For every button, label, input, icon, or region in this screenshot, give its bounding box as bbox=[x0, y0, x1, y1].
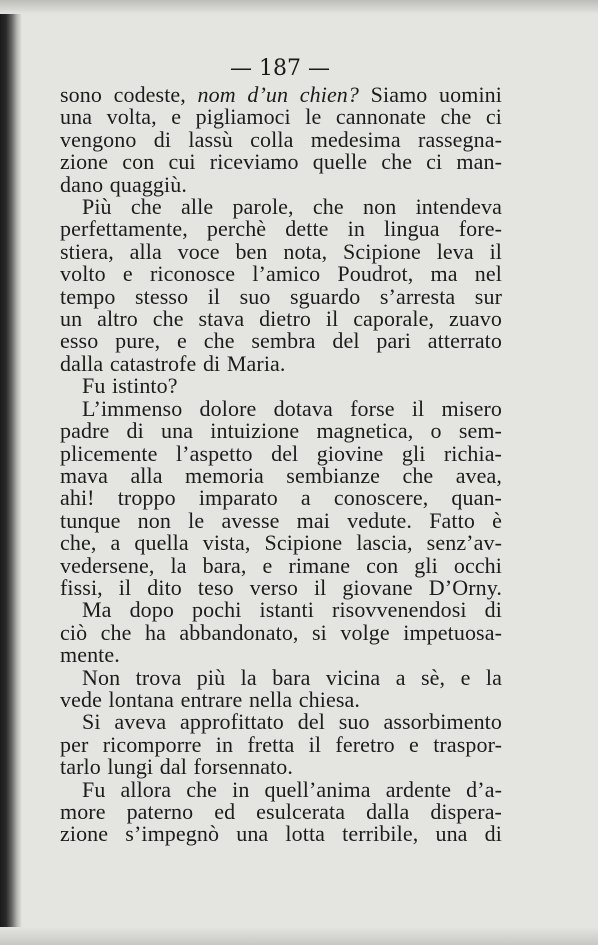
text-line: Fu istinto? bbox=[82, 373, 178, 399]
text-line: Non trova più la bara vicina a sè, e la bbox=[82, 664, 502, 690]
text-line: more paterno ed esulcerata dalla dispera- bbox=[60, 799, 502, 824]
text-line: Ma dopo pochi istanti risovvenendosi di bbox=[82, 597, 502, 623]
text-line: plicemente l’aspetto del giovine gli richia- bbox=[60, 440, 502, 466]
text-line: perfettamente, perchè dette in lingua fore- bbox=[60, 216, 502, 242]
text-line: esso pure, e che sembra del pari atterrato bbox=[60, 328, 502, 354]
text-line: che, a quella vista, Scipione lascia, senz’av- bbox=[60, 530, 502, 556]
text-line: vede lontana entrare nella chiesa. bbox=[60, 686, 360, 712]
text-line: zione s’impegnò una lotta terribile, una di bbox=[60, 821, 502, 847]
body-text bbox=[60, 84, 502, 846]
page-number-header: — 187 — bbox=[230, 56, 330, 81]
text-line: stiera, alla voce ben nota, Scipione leva il bbox=[60, 238, 502, 264]
text-line: ahi! troppo imparato a conoscere, quan- bbox=[60, 485, 502, 511]
text-line: per ricomporre in fretta il feretro e traspor- bbox=[60, 731, 502, 757]
text-line: sono codeste, nom d’un chien? Siamo uomini bbox=[60, 82, 502, 107]
text-line: mente. bbox=[60, 642, 120, 668]
text-line: Fu allora che in quell’anima ardente d’a- bbox=[82, 776, 502, 802]
text-line: vedersene, la bara, e rimane con gli occhi bbox=[60, 552, 502, 578]
text-line: zione con cui riceviamo quelle che ci man- bbox=[60, 149, 502, 175]
text-line: tunque non le avesse mai vedute. Fatto è bbox=[60, 507, 502, 533]
text-line: un altro che stava dietro il caporale, zuavo bbox=[60, 306, 502, 332]
text-line: tempo stesso il suo sguardo s’arresta sur bbox=[60, 283, 502, 309]
text-line: una volta, e pigliamoci le cannonate che ci bbox=[60, 104, 502, 130]
text-line: dano quaggiù. bbox=[60, 171, 187, 197]
text-line: L’immenso dolore dotava forse il misero bbox=[82, 395, 502, 421]
text-line: fissi, il dito teso verso il giovane D’Orny. bbox=[60, 574, 502, 600]
text-line: padre di una intuizione magnetica, o sem- bbox=[60, 418, 502, 444]
text-line: vengono di lassù colla medesima rassegna- bbox=[60, 126, 502, 152]
text-line: volto e riconosce l’amico Poudrot, ma nel bbox=[60, 261, 502, 287]
text-line: tarlo lungi dal forsennato. bbox=[60, 754, 293, 780]
bottom-edge-shadow bbox=[0, 927, 598, 945]
text-line: Più che alle parole, che non intendeva bbox=[82, 194, 502, 220]
text-line: dalla catastrofe di Maria. bbox=[60, 350, 286, 376]
top-edge-shadow bbox=[0, 0, 598, 14]
text-line: mava alla memoria sembianze che avea, bbox=[60, 462, 502, 488]
text-line: ciò che ha abbandonato, si volge impetuosa- bbox=[60, 619, 502, 645]
text-line: Si aveva approfittato del suo assorbimento bbox=[82, 709, 502, 735]
book-spine-shadow bbox=[0, 0, 22, 945]
